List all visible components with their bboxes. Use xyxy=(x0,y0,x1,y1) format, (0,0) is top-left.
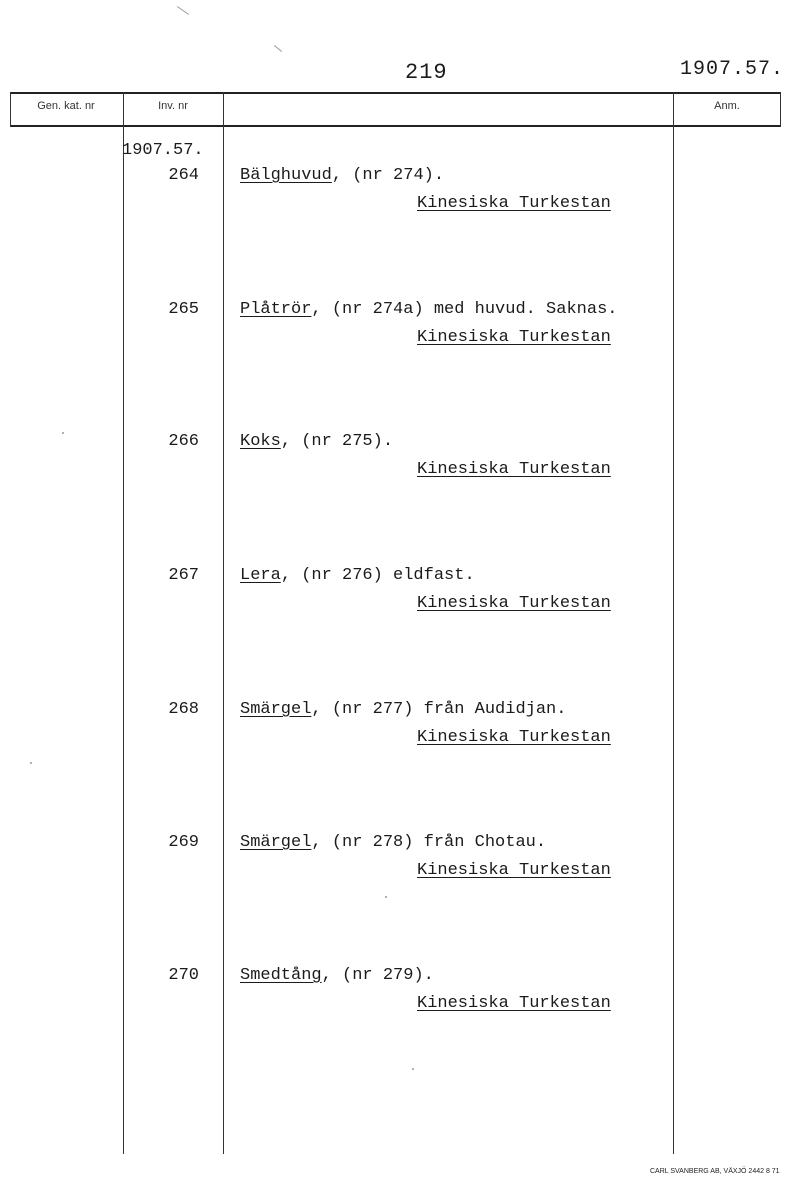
item-name: Smärgel xyxy=(240,700,312,719)
item-details: , (nr 274). xyxy=(331,166,445,185)
entry-description xyxy=(240,300,617,319)
scan-speck xyxy=(30,762,32,764)
origin-region: Kinesiska Turkestan xyxy=(417,861,611,880)
origin-region: Kinesiska Turkestan xyxy=(417,728,611,747)
column-divider-5 xyxy=(780,92,781,127)
origin-region: Kinesiska Turkestan xyxy=(417,594,611,613)
item-name: Bälghuvud xyxy=(240,166,332,185)
item-name: Smedtång xyxy=(240,966,322,985)
item-details: , (nr 274a) med huvud. Saknas. xyxy=(311,300,618,319)
item-details: , (nr 277) från Audidjan. xyxy=(311,700,567,719)
entry-description xyxy=(240,966,434,985)
scan-speck xyxy=(412,1068,414,1070)
scan-speck xyxy=(274,45,282,52)
catalog-entry xyxy=(0,166,791,298)
catalog-entry xyxy=(0,700,791,832)
item-name: Smärgel xyxy=(240,833,312,852)
item-details: , (nr 275). xyxy=(280,432,394,451)
entry-description xyxy=(240,166,444,185)
catalog-entry xyxy=(0,432,791,564)
origin-region: Kinesiska Turkestan xyxy=(417,328,611,347)
inventory-number: 268 xyxy=(168,700,199,719)
header-top-rule xyxy=(10,92,781,94)
printer-imprint: CARL SVANBERG AB, VÄXJÖ 2442 8 71 xyxy=(650,1168,780,1175)
item-name: Lera xyxy=(240,566,281,585)
catalog-entry xyxy=(0,966,791,1098)
header-bottom-rule xyxy=(10,125,781,127)
origin-region: Kinesiska Turkestan xyxy=(417,460,611,479)
inventory-number: 266 xyxy=(168,432,199,451)
scan-speck xyxy=(177,6,189,15)
item-details: , (nr 278) från Chotau. xyxy=(311,833,547,852)
scan-speck xyxy=(62,432,64,434)
origin-region: Kinesiska Turkestan xyxy=(417,994,611,1013)
entry-description xyxy=(240,432,393,451)
catalog-reference: 1907.57. xyxy=(680,58,785,81)
inventory-number: 265 xyxy=(168,300,199,319)
column-header-gen-kat-nr: Gen. kat. nr xyxy=(37,100,95,112)
entry-description xyxy=(240,833,546,852)
inventory-number: 264 xyxy=(168,166,199,185)
column-divider-1 xyxy=(10,92,11,127)
catalog-entry xyxy=(0,300,791,432)
item-details: , (nr 276) eldfast. xyxy=(280,566,475,585)
entry-description xyxy=(240,566,475,585)
item-name: Koks xyxy=(240,432,281,451)
inventory-year: 1907.57. xyxy=(122,141,204,160)
item-details: , (nr 279). xyxy=(321,966,434,985)
catalog-entry xyxy=(0,566,791,698)
origin-region: Kinesiska Turkestan xyxy=(417,194,611,213)
scan-speck xyxy=(385,896,387,898)
column-header-inv-nr: Inv. nr xyxy=(158,100,188,112)
column-header-anm: Anm. xyxy=(714,100,740,112)
item-name: Plåtrör xyxy=(240,300,312,319)
inventory-number: 269 xyxy=(168,833,199,852)
entry-description xyxy=(240,700,566,719)
inventory-number: 267 xyxy=(168,566,199,585)
inventory-number: 270 xyxy=(168,966,199,985)
page-number: 219 xyxy=(405,60,448,85)
catalog-entry xyxy=(0,833,791,965)
